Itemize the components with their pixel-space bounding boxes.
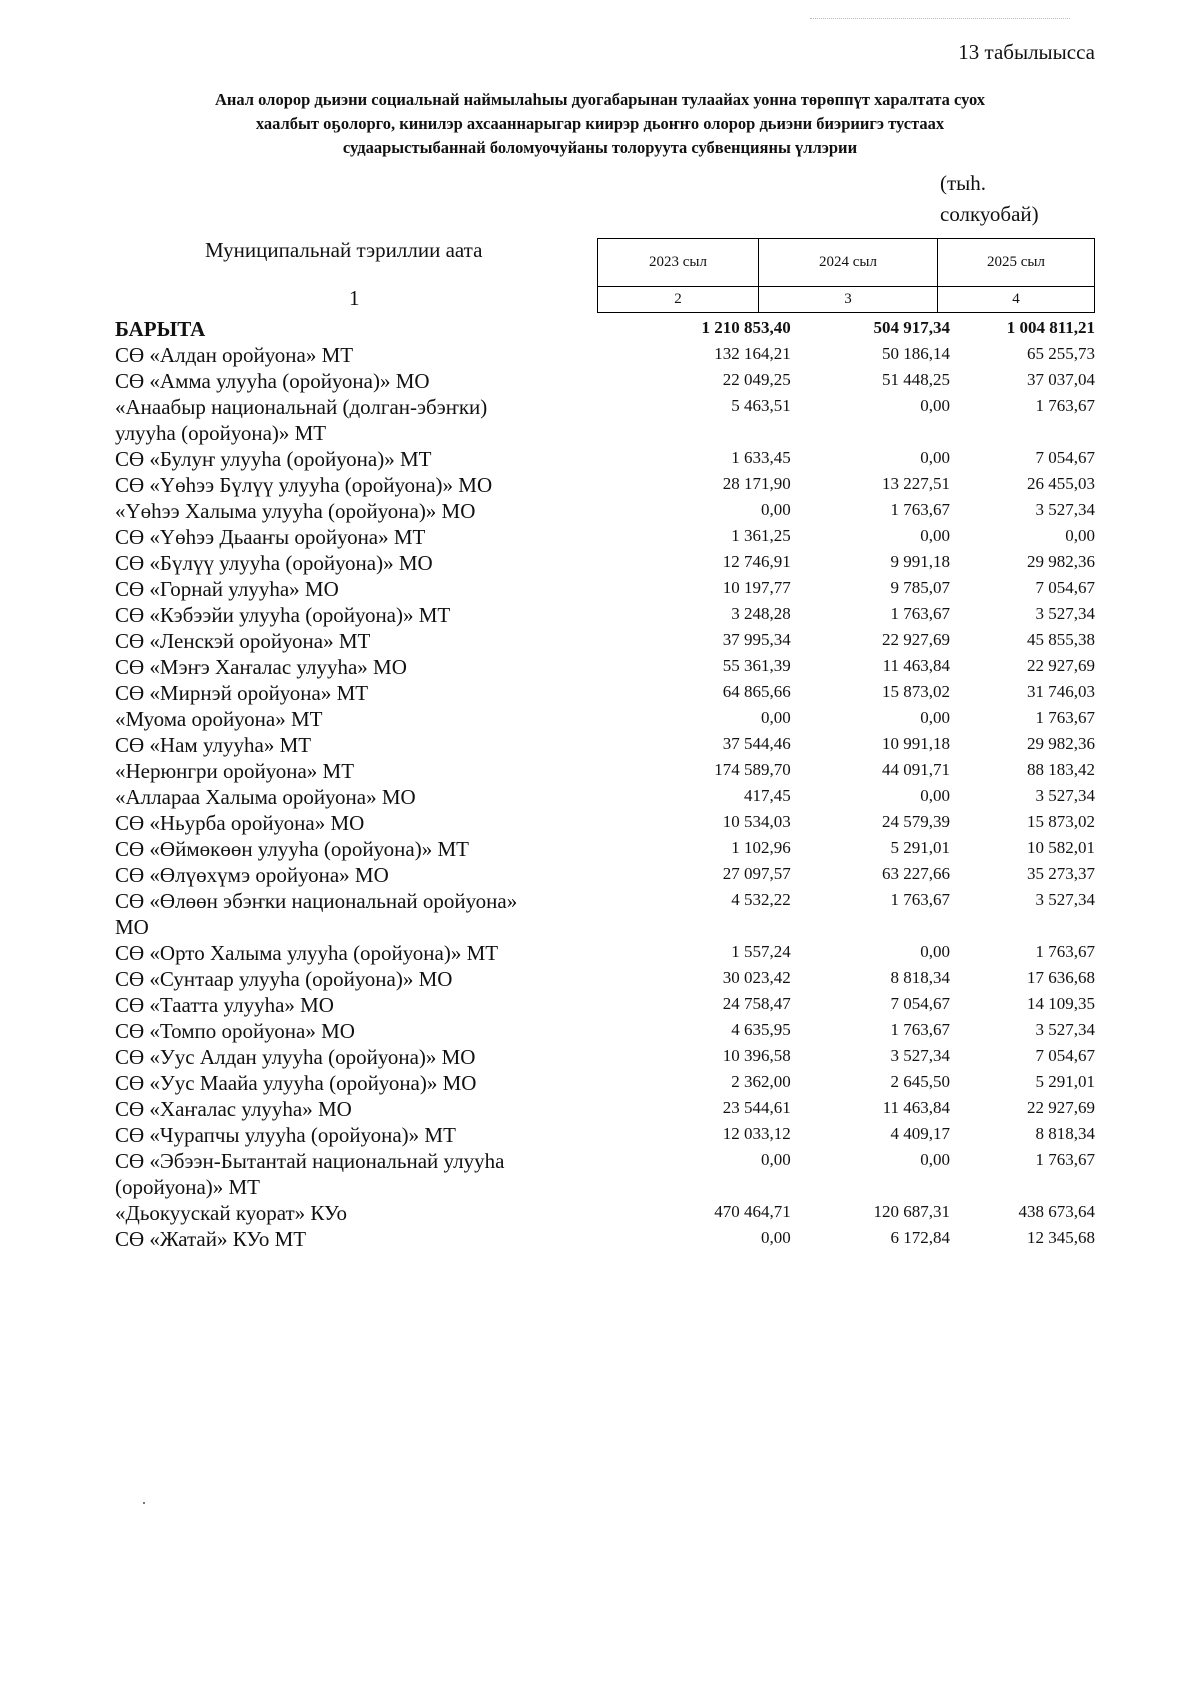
value-2025: 1 763,67 — [1035, 942, 1095, 961]
value-2025: 88 183,42 — [1027, 760, 1095, 779]
value-2023: 0,00 — [760, 1228, 791, 1247]
value-2024: 0,00 — [920, 1150, 951, 1169]
value-2025: 31 746,03 — [1027, 682, 1095, 701]
municipality-name: СӨ «Ленскэй оройуона» МТ — [115, 629, 371, 653]
value-2025: 35 273,37 — [1027, 864, 1095, 883]
value-2023: 132 164,21 — [714, 344, 791, 363]
table-row — [115, 602, 1095, 628]
table-row — [115, 940, 1095, 966]
value-2024: 0,00 — [920, 708, 951, 727]
year-header-table — [597, 238, 1095, 313]
municipality-name: СӨ «Уус Алдан улууһа (оройуона)» МО — [115, 1045, 476, 1069]
value-2023: 0,00 — [760, 500, 791, 519]
municipality-name: СӨ «Кэбээйи улууһа (оройуона)» МТ — [115, 603, 451, 627]
value-2023: 24 758,47 — [722, 994, 791, 1013]
value-2025: 29 982,36 — [1027, 552, 1095, 571]
value-2024: 0,00 — [920, 448, 951, 467]
municipality-name: БАРЫТА — [115, 317, 206, 341]
value-2023: 174 589,70 — [714, 760, 791, 779]
table-row — [115, 498, 1095, 524]
municipality-name: «Үөһээ Халыма улууһа (оройуона)» МО — [115, 499, 476, 523]
total-row — [115, 316, 1095, 342]
value-2025: 1 004 811,21 — [1006, 318, 1095, 337]
value-2024: 15 873,02 — [882, 682, 951, 701]
table-row — [115, 550, 1095, 576]
municipality-name: СӨ «Мэҥэ Хаҥалас улууһа» МО — [115, 655, 407, 679]
table-row — [115, 758, 1095, 784]
value-2024: 0,00 — [920, 942, 951, 961]
municipality-name: «Дьокуускай куорат» КУо — [115, 1201, 347, 1225]
table-row — [115, 472, 1095, 498]
value-2023: 0,00 — [760, 708, 791, 727]
value-2025: 26 455,03 — [1027, 474, 1095, 493]
value-2024: 63 227,66 — [882, 864, 951, 883]
municipality-name: СӨ «Өлүөхүмэ оройуона» МО — [115, 863, 389, 887]
value-2024: 9 785,07 — [890, 578, 951, 597]
value-2025: 3 527,34 — [1035, 786, 1095, 805]
year-header-2024: 2024 сыл — [759, 239, 938, 287]
municipality-name: «Анаабыр национальнай (долган-эбэҥки) улууһа (оройуона)» МТ — [115, 395, 488, 445]
value-2025: 5 291,01 — [1035, 1072, 1095, 1091]
municipality-name: СӨ «Булуҥ улууһа (оройуона)» МТ — [115, 447, 432, 471]
value-2025: 14 109,35 — [1027, 994, 1095, 1013]
value-2025: 7 054,67 — [1035, 578, 1095, 597]
municipality-name: СӨ «Эбээн-Бытантай национальнай улууһа (оройуона)» МТ — [115, 1149, 505, 1199]
table-row — [115, 706, 1095, 732]
value-2024: 4 409,17 — [890, 1124, 951, 1143]
name-column-number: 1 — [349, 286, 360, 310]
municipality-name: СӨ «Таатта улууһа» МО — [115, 993, 334, 1017]
value-2025: 7 054,67 — [1035, 1046, 1095, 1065]
table-row — [115, 888, 1095, 940]
municipality-name: СӨ «Хаҥалас улууһа» МО — [115, 1097, 352, 1121]
table-row — [115, 1018, 1095, 1044]
value-2024: 11 463,84 — [882, 656, 951, 675]
table-row — [115, 368, 1095, 394]
column-number-2: 2 — [598, 287, 759, 313]
data-rows — [115, 316, 1095, 1252]
title-line: судаарыстыбаннай боломуочуйаны толоруута субвенцияны үллэрии — [342, 138, 858, 157]
value-2023: 1 633,45 — [731, 448, 791, 467]
column-number-4: 4 — [938, 287, 1095, 313]
table-row — [115, 1044, 1095, 1070]
municipality-name: СӨ «Томпо оройуона» МО — [115, 1019, 355, 1043]
value-2023: 417,45 — [743, 786, 791, 805]
table-row — [115, 784, 1095, 810]
value-2025: 37 037,04 — [1027, 370, 1095, 389]
municipality-name: СӨ «Алдан оройуона» МТ — [115, 343, 354, 367]
value-2025: 17 636,68 — [1027, 968, 1095, 987]
value-2024: 51 448,25 — [882, 370, 951, 389]
value-2024: 1 763,67 — [890, 500, 951, 519]
municipality-name: СӨ «Чурапчы улууһа (оройуона)» МТ — [115, 1123, 456, 1147]
title-line: хаалбыт оҕолорго, кинилэр ахсааннарыгар киирэр дьоҥҥо олорор дьиэни биэриигэ тустаах — [255, 114, 945, 133]
value-2024: 120 687,31 — [873, 1202, 951, 1221]
column-number-3: 3 — [759, 287, 938, 313]
municipality-name: СӨ «Мирнэй оройуона» МТ — [115, 681, 369, 705]
table-row — [115, 992, 1095, 1018]
value-2024: 22 927,69 — [882, 630, 951, 649]
value-2024: 24 579,39 — [882, 812, 951, 831]
table-number: 13 табылыысса — [958, 40, 1095, 64]
value-2024: 2 645,50 — [890, 1072, 951, 1091]
value-2023: 1 210 853,40 — [701, 318, 791, 337]
table-row — [115, 654, 1095, 680]
value-2025: 12 345,68 — [1027, 1228, 1095, 1247]
value-2023: 12 746,91 — [722, 552, 791, 571]
value-2023: 1 361,25 — [731, 526, 791, 545]
value-2023: 30 023,42 — [722, 968, 791, 987]
table-row — [115, 1200, 1095, 1226]
value-2025: 7 054,67 — [1035, 448, 1095, 467]
municipality-name: «Муома оройуона» МТ — [115, 707, 323, 731]
table-row — [115, 1148, 1095, 1200]
table-row — [115, 680, 1095, 706]
value-2023: 0,00 — [760, 1150, 791, 1169]
unit-line: солкуобай) — [940, 202, 1039, 226]
value-2023: 10 197,77 — [722, 578, 791, 597]
name-column-header: Муниципальнай тэриллии аата — [205, 238, 483, 262]
value-2024: 10 991,18 — [882, 734, 951, 753]
title-line: Анал олорор дьиэни социальнай наймылаһыы дуогабарынан тулаайах уонна төрөппүт харалтата суох — [214, 90, 986, 109]
table-row — [115, 836, 1095, 862]
unit-line: (тыһ. — [940, 171, 987, 195]
table-row — [115, 576, 1095, 602]
table-row — [115, 1070, 1095, 1096]
value-2024: 0,00 — [920, 396, 951, 415]
scan-artifact — [810, 18, 1070, 23]
value-2024: 3 527,34 — [890, 1046, 951, 1065]
value-2025: 1 763,67 — [1035, 396, 1095, 415]
value-2024: 0,00 — [920, 786, 951, 805]
scan-dot — [143, 1502, 145, 1504]
value-2023: 64 865,66 — [722, 682, 791, 701]
value-2023: 12 033,12 — [722, 1124, 791, 1143]
value-2024: 8 818,34 — [890, 968, 951, 987]
value-2024: 6 172,84 — [890, 1228, 951, 1247]
municipality-name: СӨ «Ньурба оройуона» МО — [115, 811, 365, 835]
municipality-name: «Нерюнгри оройуона» МТ — [115, 759, 355, 783]
value-2024: 1 763,67 — [890, 890, 951, 909]
municipality-name: СӨ «Бүлүү улууһа (оройуона)» МО — [115, 551, 433, 575]
value-2023: 2 362,00 — [731, 1072, 791, 1091]
value-2023: 3 248,28 — [731, 604, 791, 623]
municipality-name: СӨ «Орто Халыма улууһа (оройуона)» МТ — [115, 941, 499, 965]
municipality-name: СӨ «Өймөкөөн улууһа (оройуона)» МТ — [115, 837, 469, 861]
value-2024: 5 291,01 — [890, 838, 951, 857]
table-row — [115, 1096, 1095, 1122]
value-2025: 15 873,02 — [1027, 812, 1095, 831]
value-2025: 65 255,73 — [1027, 344, 1095, 363]
table-row — [115, 524, 1095, 550]
value-2024: 504 917,34 — [873, 318, 951, 337]
value-2025: 438 673,64 — [1018, 1202, 1095, 1221]
municipality-name: СӨ «Уус Маайа улууһа (оройуона)» МО — [115, 1071, 477, 1095]
document-title — [140, 88, 1060, 160]
value-2023: 1 557,24 — [731, 942, 791, 961]
value-2024: 50 186,14 — [882, 344, 951, 363]
table-row — [115, 446, 1095, 472]
value-2024: 7 054,67 — [890, 994, 951, 1013]
municipality-name: СӨ «Амма улууһа (оройуона)» МО — [115, 369, 430, 393]
table-row — [115, 342, 1095, 368]
value-2025: 3 527,34 — [1035, 1020, 1095, 1039]
value-2025: 1 763,67 — [1035, 708, 1095, 727]
year-header-2023: 2023 сыл — [598, 239, 759, 287]
value-2024: 0,00 — [920, 526, 951, 545]
value-2024: 1 763,67 — [890, 1020, 951, 1039]
municipality-name: СӨ «Нам улууһа» МТ — [115, 733, 312, 757]
value-2024: 9 991,18 — [890, 552, 951, 571]
municipality-name: СӨ «Горнай улууһа» МО — [115, 577, 339, 601]
value-2025: 1 763,67 — [1035, 1150, 1095, 1169]
value-2024: 44 091,71 — [882, 760, 951, 779]
value-2023: 37 544,46 — [722, 734, 791, 753]
table-row — [115, 394, 1095, 446]
value-2025: 3 527,34 — [1035, 604, 1095, 623]
value-2023: 22 049,25 — [722, 370, 791, 389]
value-2025: 3 527,34 — [1035, 890, 1095, 909]
table-row — [115, 1122, 1095, 1148]
value-2025: 45 855,38 — [1027, 630, 1095, 649]
value-2024: 13 227,51 — [882, 474, 951, 493]
value-2024: 11 463,84 — [882, 1098, 951, 1117]
table-row — [115, 966, 1095, 992]
value-2023: 10 534,03 — [722, 812, 791, 831]
municipality-name: СӨ «Үөһээ Бүлүү улууһа (оройуона)» МО — [115, 473, 493, 497]
value-2023: 23 544,61 — [722, 1098, 791, 1117]
value-2023: 37 995,34 — [722, 630, 791, 649]
value-2025: 8 818,34 — [1035, 1124, 1095, 1143]
value-2023: 27 097,57 — [722, 864, 791, 883]
year-header-2025: 2025 сыл — [938, 239, 1095, 287]
value-2023: 470 464,71 — [714, 1202, 791, 1221]
value-2025: 3 527,34 — [1035, 500, 1095, 519]
municipality-name: «Аллараа Халыма оройуона» МО — [115, 785, 416, 809]
value-2023: 28 171,90 — [722, 474, 791, 493]
value-2025: 0,00 — [1065, 526, 1095, 545]
value-2023: 55 361,39 — [722, 656, 791, 675]
value-2024: 1 763,67 — [890, 604, 951, 623]
value-2025: 29 982,36 — [1027, 734, 1095, 753]
value-2023: 10 396,58 — [722, 1046, 791, 1065]
table-row — [115, 628, 1095, 654]
value-2023: 1 102,96 — [731, 838, 791, 857]
municipality-name: СӨ «Өлөөн эбэҥки национальнай оройуона» МО — [115, 889, 518, 939]
value-2023: 4 635,95 — [731, 1020, 791, 1039]
table-row — [115, 732, 1095, 758]
municipality-name: СӨ «Сунтаар улууһа (оройуона)» МО — [115, 967, 453, 991]
unit-label — [940, 168, 1039, 230]
table-row — [115, 1226, 1095, 1252]
table-row — [115, 810, 1095, 836]
table-row — [115, 862, 1095, 888]
value-2025: 10 582,01 — [1027, 838, 1095, 857]
value-2025: 22 927,69 — [1027, 656, 1095, 675]
municipality-name: СӨ «Үөһээ Дьааҥы оройуона» МТ — [115, 525, 426, 549]
value-2023: 4 532,22 — [731, 890, 791, 909]
value-2023: 5 463,51 — [731, 396, 791, 415]
municipality-name: СӨ «Жатай» КУо МТ — [115, 1227, 307, 1251]
value-2025: 22 927,69 — [1027, 1098, 1095, 1117]
